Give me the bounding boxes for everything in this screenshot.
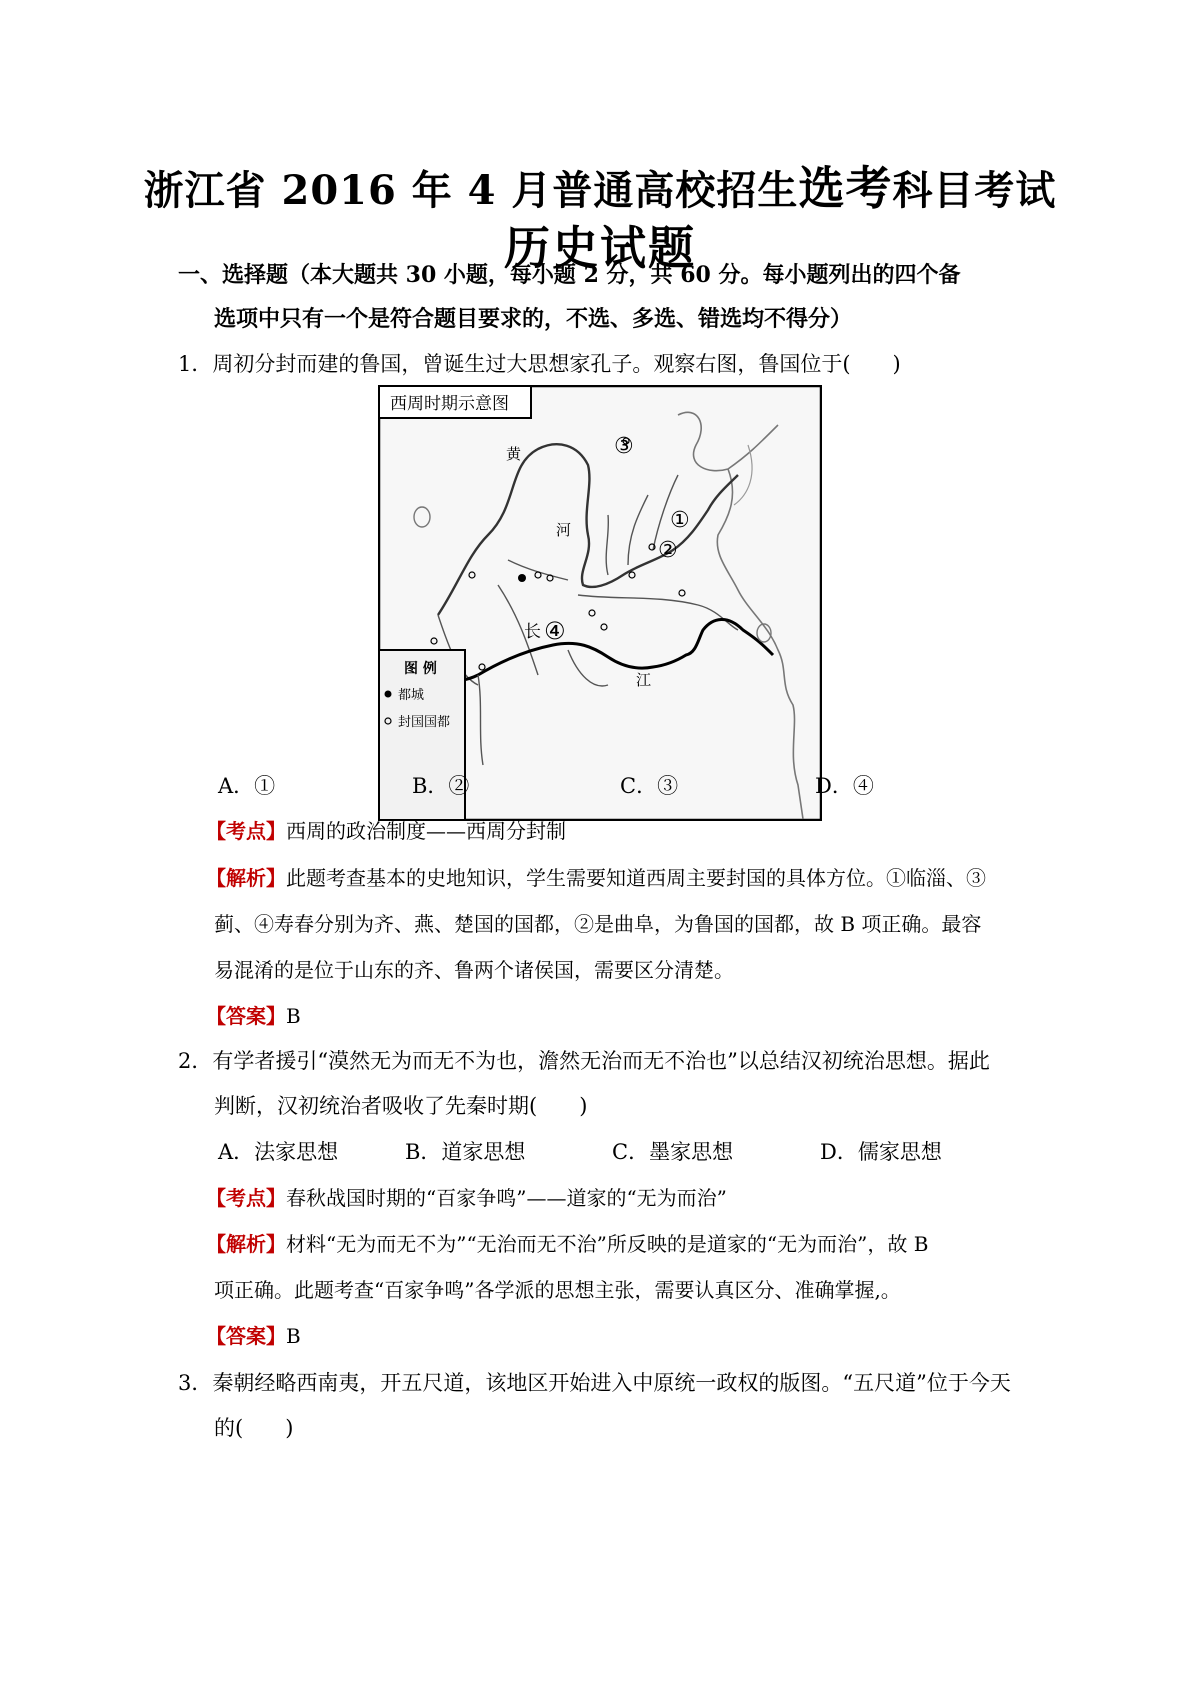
legend-capital: 都城 [398,688,425,703]
q2-option-d: D．儒家思想 [820,1140,942,1164]
section-heading-line1: 一、选择题（本大题共 30 小题，每小题 2 分，共 60 分。每小题列出的四个备 [178,262,961,288]
legend-title: 图 例 [404,661,437,677]
kaodian-tag: 【考点】 [206,1186,286,1210]
jiexi-tag: 【解析】 [206,866,286,890]
q1-option-a: A．① [218,774,276,798]
question-3-stem-line2: 的( ) [214,1416,294,1440]
q2-option-a: A．法家思想 [218,1140,339,1164]
q1-kaodian [206,815,566,844]
question-2-stem-line2: 判断，汉初统治者吸收了先秦时期( ) [214,1094,588,1118]
map-label-he: 河 [556,521,572,539]
q1-option-d: D．④ [815,774,874,798]
q1-option-c: C．③ [620,774,679,798]
q1-jiexi-line3: 易混淆的是位于山东的齐、鲁两个诸侯国，需要区分清楚。 [214,958,734,982]
q2-option-c: C．墨家思想 [612,1140,734,1164]
exam-title-part1: 浙江省 2016 年 4 月普通高校招生 [143,167,799,214]
q2-jiexi-line2: 项正确。此题考查“百家争鸣”各学派的思想主张，需要认真区分、准确掌握,。 [214,1278,901,1302]
map-marker-3: ③ [614,434,634,459]
q2-kaodian [206,1182,727,1211]
kaodian-tag: 【考点】 [206,819,286,843]
section-heading-line2: 选项中只有一个是符合题目要求的，不选、多选、错选均不得分） [214,306,853,332]
kaodian-text: 西周的政治制度——西周分封制 [286,819,566,843]
q1-jiexi [206,862,986,891]
exam-title-part3: 科目考试 [892,167,1057,214]
map-label-chang: 长 [524,622,541,642]
map-label-jiang: 江 [636,671,652,689]
jiexi-text-1: 材料“无为而无不为”“无治而无不治”所反映的是道家的“无为而治”，故 B [286,1232,929,1256]
map-marker-2: ② [658,538,678,563]
map-title: 西周时期示意图 [390,394,509,414]
q2-answer [206,1320,301,1349]
q1-jiexi-line2: 蓟、④寿春分别为齐、燕、楚国的国都，②是曲阜，为鲁国的国都，故 B 项正确。最容 [214,912,982,936]
jiexi-text-1: 此题考查基本的史地知识，学生需要知道西周主要封国的具体方位。①临淄、③ [286,866,986,890]
question-2-stem-line1: 2．有学者援引“漠然无为而无不为也，澹然无治而无不治也”以总结汉初统治思想。据此 [178,1049,990,1073]
capital-dot [518,574,526,582]
answer-tag: 【答案】 [206,1324,286,1348]
western-zhou-map [378,385,822,821]
question-3-stem-line1: 3．秦朝经略西南夷，开五尺道，该地区开始进入中原统一政权的版图。“五尺道”位于今天 [178,1371,1011,1395]
kaodian-text: 春秋战国时期的“百家争鸣”——道家的“无为而治” [286,1186,727,1210]
q1-answer [206,1000,301,1029]
subject-title: 历史试题 [504,221,696,275]
q2-jiexi [206,1228,928,1257]
map-label-huang: 黄 [506,445,522,463]
map-marker-4: ④ [544,617,566,645]
answer-tag: 【答案】 [206,1004,286,1028]
answer-text: B [286,1324,301,1348]
answer-text: B [286,1004,301,1028]
exam-title-emphasis: 选考 [798,161,893,215]
jiexi-tag: 【解析】 [206,1232,286,1256]
map-marker-1: ① [670,508,690,533]
legend-fief: 封国国都 [398,715,451,730]
exam-title [0,152,1200,218]
q2-option-b: B．道家思想 [405,1140,526,1164]
q1-option-b: B．② [412,774,470,798]
question-1-stem: 1．周初分封而建的鲁国，曾诞生过大思想家孔子。观察右图，鲁国位于( ) [178,352,901,376]
